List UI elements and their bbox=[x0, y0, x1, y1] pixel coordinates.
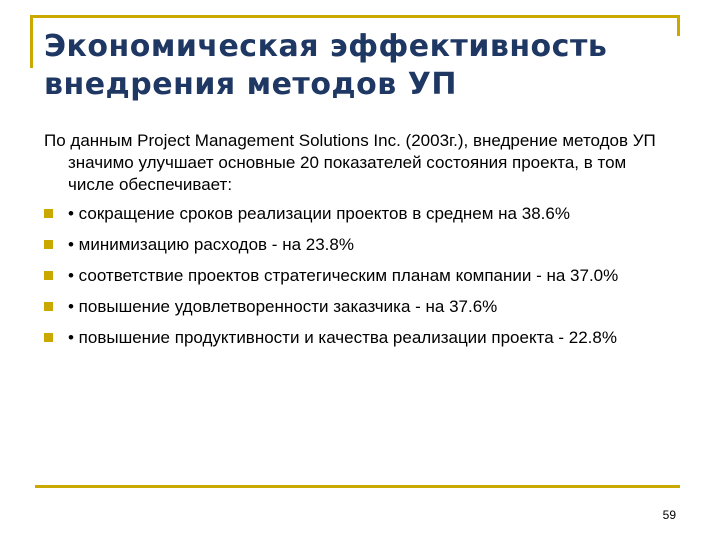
list-item bbox=[44, 327, 674, 349]
square-bullet-icon bbox=[44, 333, 53, 342]
square-bullet-icon bbox=[44, 209, 53, 218]
slide-title bbox=[44, 28, 684, 104]
square-bullet-icon bbox=[44, 240, 53, 249]
bullet-text: • соответствие проектов стратегическим планам компании - на 37.0% bbox=[68, 266, 619, 285]
left-accent-line bbox=[30, 15, 33, 68]
intro-paragraph: По данным Project Management Solutions Inc. (2003г.), внедрение методов УП значимо улучшает основные 20 показателей состояния проекта, в том числе обеспечивает: bbox=[44, 131, 656, 194]
bullet-text: • повышение продуктивности и качества реализации проекта - 22.8% bbox=[68, 328, 617, 347]
title-line-2: внедрения методов УП bbox=[44, 67, 457, 102]
square-bullet-icon bbox=[44, 271, 53, 280]
bullet-text: • минимизацию расходов - на 23.8% bbox=[68, 235, 354, 254]
bullet-text: • сокращение сроков реализации проектов в среднем на 38.6% bbox=[68, 204, 570, 223]
slide-content bbox=[44, 130, 674, 358]
bullet-text: • повышение удовлетворенности заказчика - на 37.6% bbox=[68, 297, 498, 316]
bottom-divider bbox=[35, 485, 680, 488]
square-bullet-icon bbox=[44, 302, 53, 311]
bullet-list bbox=[44, 203, 674, 349]
title-line-1: Экономическая эффективность bbox=[44, 29, 608, 64]
list-item bbox=[44, 265, 674, 287]
list-item bbox=[44, 203, 674, 225]
list-item bbox=[44, 234, 674, 256]
list-item bbox=[44, 296, 674, 318]
top-divider bbox=[30, 15, 680, 18]
page-number: 59 bbox=[662, 508, 676, 522]
